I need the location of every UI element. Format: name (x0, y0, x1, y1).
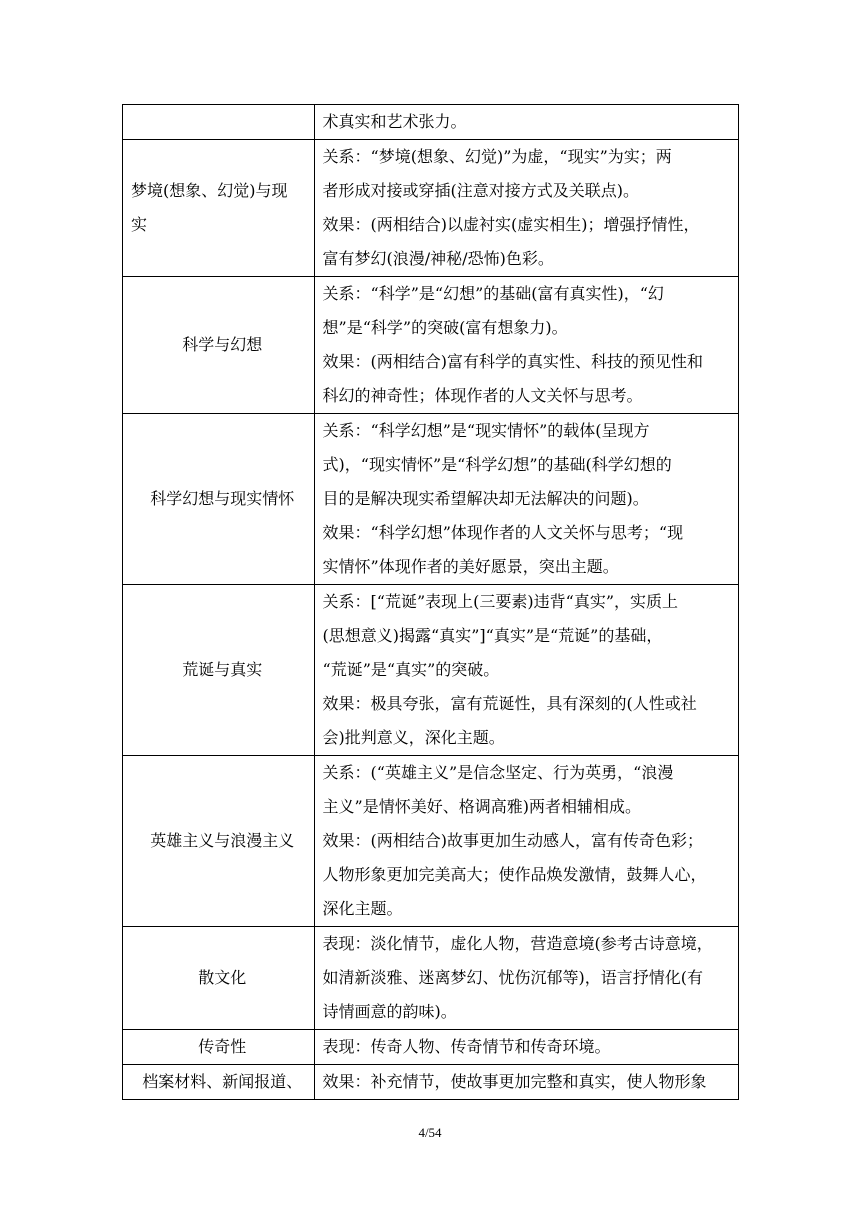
content-line: 表现：淡化情节，虚化人物，营造意境(参考古诗意境， (322, 934, 713, 953)
row-label: 科学与幻想 (123, 277, 315, 414)
label-line: 梦境(想象、幻觉)与现 (131, 181, 288, 200)
content-line: 关系：“梦境(想象、幻觉)”为虚，“现实”为实；两 (322, 147, 672, 166)
content-line: 会)批判意义，深化主题。 (322, 728, 505, 747)
row-content (314, 756, 738, 927)
row-content (314, 414, 738, 585)
content-line: 关系：[“荒诞”表现上(三要素)违背“真实”，实质上 (322, 592, 678, 611)
content-line: 深化主题。 (322, 899, 403, 918)
content-line: 效果：“科学幻想”体现作者的人文关怀与思考；“现 (322, 523, 684, 542)
content-line: 科幻的神奇性；体现作者的人文关怀与思考。 (322, 386, 643, 405)
content-line: 表现：传奇人物、传奇情节和传奇环境。 (322, 1037, 611, 1056)
table-row (123, 105, 739, 140)
content-line: 想”是“科学”的突破(富有想象力)。 (322, 318, 568, 337)
content-line: 目的是解决现实希望解决却无法解决的问题)。 (322, 489, 649, 508)
content-line: 关系：“科学”是“幻想”的基础(富有真实性)，“幻 (322, 284, 664, 303)
content-line: 实情怀”体现作者的美好愿景，突出主题。 (322, 557, 619, 576)
row-content (314, 105, 738, 140)
table-row (123, 277, 739, 414)
content-line: 富有梦幻(浪漫/神秘/恐怖)色彩。 (322, 249, 554, 268)
content-line: 术真实和艺术张力。 (322, 112, 467, 131)
content-line: 关系：(“英雄主义”是信念坚定、行为英勇，“浪漫 (322, 763, 674, 782)
content-line: 关系：“科学幻想”是“现实情怀”的载体(呈现方 (322, 421, 650, 440)
row-content (314, 585, 738, 756)
row-label (123, 105, 315, 140)
row-label: 英雄主义与浪漫主义 (123, 756, 315, 927)
content-line: 如清新淡雅、迷离梦幻、忧伤沉郁等)，语言抒情化(有 (322, 968, 704, 987)
content-line: “荒诞”是“真实”的突破。 (322, 660, 500, 679)
content-line: 者形成对接或穿插(注意对接方式及关联点)。 (322, 181, 640, 200)
content-line: 效果：(两相结合)故事更加生动感人，富有传奇色彩； (322, 831, 704, 850)
table-row (123, 1065, 739, 1100)
content-line: 主义”是情怀美好、格调高雅)两者相辅相成。 (322, 797, 641, 816)
row-label: 科学幻想与现实情怀 (123, 414, 315, 585)
row-content (314, 927, 738, 1030)
content-line: 效果：(两相结合)富有科学的真实性、科技的预见性和 (322, 352, 704, 371)
table-row (123, 585, 739, 756)
page-number: 4/54 (418, 1125, 442, 1140)
table-row (123, 140, 739, 277)
content-line: (思想意义)揭露“真实”]“真实”是“荒诞”的基础， (322, 626, 663, 645)
row-label: 档案材料、新闻报道、 (123, 1065, 315, 1100)
content-line: 效果：补充情节，使故事更加完整和真实，使人物形象 (322, 1072, 707, 1091)
label-line: 实 (131, 215, 148, 234)
row-content (314, 277, 738, 414)
row-content (314, 1030, 738, 1065)
table-row (123, 927, 739, 1030)
table-row (123, 1030, 739, 1065)
row-label (123, 140, 315, 277)
content-table (122, 104, 739, 1100)
row-label: 传奇性 (123, 1030, 315, 1065)
content-line: 人物形象更加完美高大；使作品焕发激情，鼓舞人心， (322, 865, 707, 884)
table-row (123, 756, 739, 927)
content-line: 效果：(两相结合)以虚衬实(虚实相生)；增强抒情性， (322, 215, 700, 234)
row-content (314, 1065, 738, 1100)
row-label: 散文化 (123, 927, 315, 1030)
row-label: 荒诞与真实 (123, 585, 315, 756)
row-content (314, 140, 738, 277)
content-line: 效果：极具夸张，富有荒诞性，具有深刻的(人性或社 (322, 694, 697, 713)
table-row (123, 414, 739, 585)
content-line: 式)，“现实情怀”是“科学幻想”的基础(科学幻想的 (322, 455, 672, 474)
content-line: 诗情画意的韵味)。 (322, 1002, 457, 1021)
